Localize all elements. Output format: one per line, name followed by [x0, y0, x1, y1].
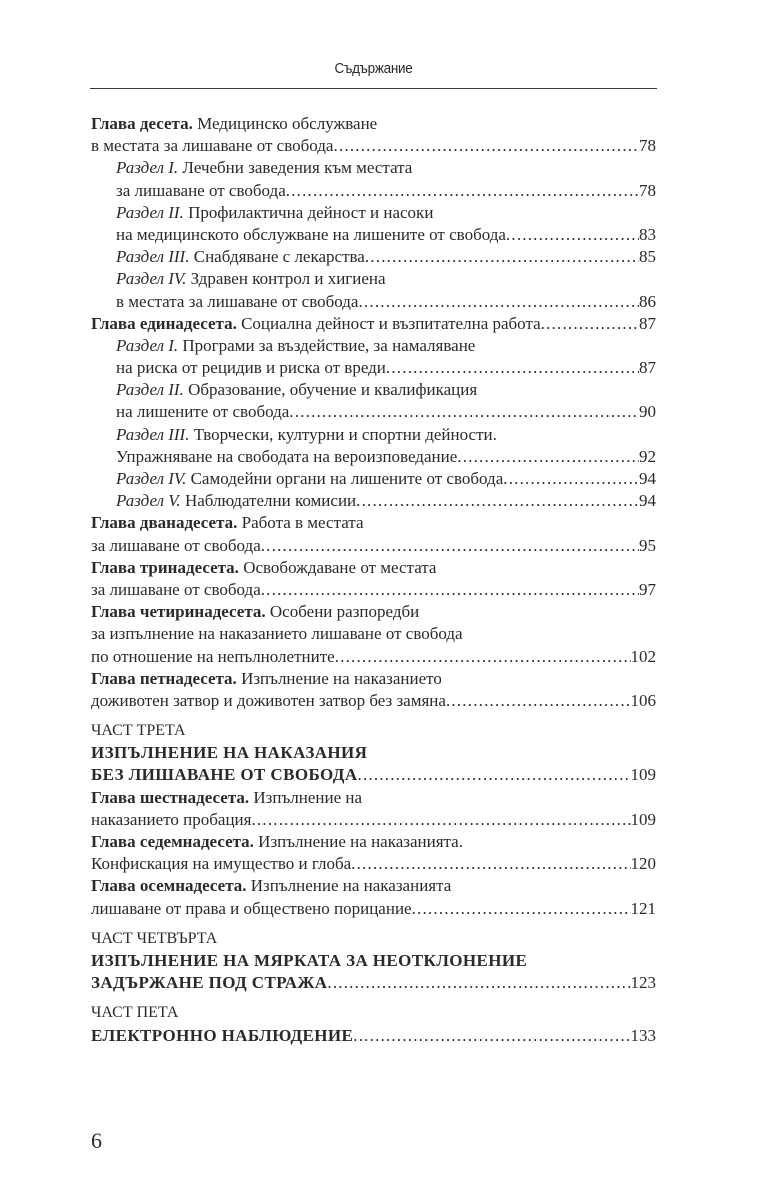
entry-text	[91, 113, 377, 135]
entry-line: Работа в местата	[241, 513, 364, 533]
entry-text	[91, 690, 446, 712]
toc-entry-part[interactable]	[91, 720, 656, 787]
entry-line: Изпълнение на наказанията	[250, 876, 452, 896]
entry-line: Медицинско обслужване	[197, 114, 378, 133]
entry-line: по отношение на непълнолетните	[91, 646, 335, 666]
dot-leader	[457, 446, 639, 468]
dot-leader	[446, 690, 631, 712]
entry-line: за лишаване от свобода	[91, 579, 261, 599]
toc-entry-section[interactable]	[91, 424, 656, 468]
entry-line: Наблюдателни комисии	[184, 491, 357, 511]
entry-text	[91, 579, 261, 601]
toc-entry-chapter[interactable]	[91, 512, 656, 556]
toc-entry-chapter[interactable]	[91, 668, 656, 712]
chapter-label: Глава тринадесета.	[91, 557, 239, 577]
page-ref: 94	[639, 491, 656, 511]
part-label: ЧАСТ ЧЕТВЪРТА	[91, 929, 218, 947]
entry-text	[116, 291, 358, 313]
toc-entry-section[interactable]	[91, 246, 656, 268]
section-label: Раздел IV.	[116, 269, 187, 289]
dot-leader	[327, 972, 630, 994]
chapter-label: Глава четиринадесета.	[91, 602, 266, 622]
toc-entry-section[interactable]	[91, 379, 656, 423]
entry-line: Конфискация на имущество и глоба	[91, 854, 352, 874]
entry-line: Образование, обучение и квалификация	[188, 380, 478, 400]
page-ref: 109	[630, 765, 656, 785]
entry-line: на медицинското обслужване на лишените от свобода	[116, 224, 506, 244]
entry-line: за лишаване от свобода	[91, 535, 261, 555]
entry-line: Социална дейност и възпитателна работа	[241, 313, 541, 333]
toc-entry-section[interactable]	[91, 157, 656, 201]
entry-text	[116, 424, 497, 446]
entry-line: Програми за въздействие, за намаляване	[182, 335, 476, 355]
toc-entry-chapter[interactable]	[91, 787, 656, 831]
entry-line: БЕЗ ЛИШАВАНЕ ОТ СВОБОДА	[91, 765, 358, 785]
page-ref: 87	[639, 313, 656, 333]
entry-line: Освобождаване от местата	[243, 557, 437, 577]
section-label: Раздел I.	[116, 335, 179, 355]
page-ref: 83	[639, 224, 656, 244]
part-label: ЧАСТ ТРЕТА	[91, 722, 186, 740]
running-header: Съдържание	[334, 60, 413, 77]
section-label: Раздел I.	[116, 158, 179, 178]
toc-entry-section[interactable]	[91, 202, 656, 246]
dot-leader	[412, 898, 631, 920]
dot-leader	[503, 468, 639, 490]
entry-text	[91, 623, 463, 645]
table-of-contents	[91, 113, 656, 1047]
page-number: 6	[91, 1128, 102, 1153]
entry-text	[116, 224, 506, 246]
entry-line: ЕЛЕКТРОННО НАБЛЮДЕНИЕ	[91, 1025, 354, 1045]
chapter-label: Глава десета.	[91, 114, 193, 133]
entry-line: на риска от рецидив и риска от вреди	[116, 358, 386, 378]
entry-line: за лишаване от свобода	[116, 180, 286, 200]
section-label: Раздел V.	[116, 491, 181, 511]
page-ref: 106	[630, 690, 656, 710]
toc-entry-chapter[interactable]	[91, 875, 656, 919]
entry-line: Изпълнение на	[253, 787, 363, 807]
toc-entry-section[interactable]	[91, 490, 656, 512]
dot-leader	[358, 764, 631, 786]
entry-line: ИЗПЪЛНЕНИЕ НА МЯРКАТА ЗА НЕОТКЛОНЕНИЕ	[91, 950, 528, 970]
section-label: Раздел II.	[116, 202, 184, 222]
section-label: Раздел IV.	[116, 469, 187, 488]
section-label: Раздел II.	[116, 380, 184, 400]
page-ref: 102	[630, 646, 656, 666]
header-rule	[90, 88, 657, 89]
dot-leader	[541, 313, 639, 335]
entry-line: за изпълнение на наказанието лишаване от свобода	[91, 624, 463, 644]
toc-entry-chapter[interactable]	[91, 113, 656, 157]
entry-line: Творчески, културни и спортни дейности.	[193, 424, 497, 444]
dot-leader	[335, 646, 631, 668]
page-ref: 78	[639, 180, 656, 200]
entry-text	[116, 180, 286, 202]
entry-text	[116, 490, 356, 512]
entry-line: Изпълнение на наказанието	[241, 668, 442, 688]
dot-leader	[386, 357, 639, 379]
toc-entry-section[interactable]	[91, 268, 656, 312]
dot-leader	[353, 1025, 630, 1047]
entry-text	[116, 335, 475, 357]
chapter-label: Глава петнадесета.	[91, 668, 237, 688]
entry-line: Здравен контрол и хигиена	[190, 269, 386, 289]
entry-line: лишаване от права и обществено порицание	[91, 898, 412, 918]
dot-leader	[289, 401, 639, 423]
entry-text	[91, 512, 364, 534]
page-ref: 92	[639, 446, 656, 466]
dot-leader	[261, 579, 639, 601]
entry-line: ЗАДЪРЖАНЕ ПОД СТРАЖА	[91, 973, 328, 993]
entry-text	[91, 1025, 353, 1047]
entry-line: Упражняване на свободата на вероизповедание	[116, 446, 458, 466]
dot-leader	[506, 224, 639, 246]
dot-leader	[261, 535, 639, 557]
page-ref: 109	[630, 809, 656, 829]
page-ref: 123	[630, 973, 656, 993]
entry-text	[91, 535, 261, 557]
entry-text	[91, 601, 419, 623]
chapter-label: Глава шестнадесета.	[91, 787, 250, 807]
entry-text	[116, 401, 289, 423]
dot-leader	[356, 490, 639, 512]
entry-text	[91, 668, 442, 690]
page-ref: 121	[630, 898, 656, 918]
toc-entry-chapter[interactable]	[91, 313, 656, 335]
page-ref: 90	[639, 402, 656, 422]
entry-text	[91, 898, 412, 920]
toc-entry-section[interactable]	[91, 468, 656, 490]
entry-text	[91, 646, 335, 668]
dot-leader	[351, 853, 630, 875]
entry-text	[91, 742, 367, 764]
entry-line: доживотен затвор и доживотен затвор без замяна	[91, 690, 446, 710]
page-ref: 87	[639, 358, 656, 378]
entry-line: Особени разпоредби	[269, 602, 420, 622]
page-ref: 94	[639, 469, 656, 488]
dot-leader	[251, 809, 630, 831]
entry-line: на лишените от свобода	[116, 402, 290, 422]
page-ref: 120	[630, 854, 656, 874]
page-ref: 85	[639, 247, 656, 267]
chapter-label: Глава единадесета.	[91, 313, 237, 333]
chapter-label: Глава дванадесета.	[91, 513, 238, 533]
entry-line: наказанието пробация	[91, 809, 252, 829]
page-ref: 95	[639, 535, 656, 555]
dot-leader	[358, 291, 639, 313]
chapter-label: Глава осемнадесета.	[91, 876, 247, 896]
dot-leader	[365, 246, 639, 268]
entry-line: в местата за лишаване от свобода	[116, 291, 359, 311]
entry-line: в местата за лишаване от свобода	[91, 136, 334, 156]
entry-text	[91, 831, 463, 853]
toc-entry-chapter[interactable]	[91, 831, 656, 875]
page-ref: 133	[630, 1025, 656, 1045]
entry-text	[116, 379, 477, 401]
entry-text	[91, 950, 527, 972]
entry-text	[116, 157, 412, 179]
entry-text	[91, 972, 327, 994]
entry-text	[116, 357, 386, 379]
entry-line: ИЗПЪЛНЕНИЕ НА НАКАЗАНИЯ	[91, 743, 368, 763]
entry-text	[116, 246, 365, 268]
toc-entry-chapter[interactable]	[91, 601, 656, 668]
entry-text	[91, 313, 541, 335]
dot-leader	[333, 135, 639, 157]
entry-text	[91, 787, 362, 809]
entry-text	[91, 875, 451, 897]
toc-entry-part[interactable]	[91, 928, 656, 995]
chapter-label: Глава седемнадесета.	[91, 832, 254, 851]
toc-entry-chapter[interactable]	[91, 557, 656, 601]
entry-text	[91, 764, 358, 786]
entry-line: Самодейни органи на лишените от свобода	[190, 469, 504, 488]
dot-leader	[286, 180, 639, 202]
entry-text	[116, 202, 433, 224]
entry-text	[91, 135, 333, 157]
part-label: ЧАСТ ПЕТА	[91, 1004, 179, 1022]
entry-line: Профилактична дейност и насоки	[188, 202, 434, 222]
entry-text	[91, 809, 251, 831]
page-ref: 86	[639, 291, 656, 311]
toc-entry-part[interactable]	[91, 1002, 656, 1046]
entry-text	[116, 468, 503, 490]
entry-line: Снабдяване с лекарства	[193, 247, 365, 267]
entry-text	[116, 446, 457, 468]
page-ref: 78	[639, 136, 656, 156]
entry-text	[91, 853, 351, 875]
section-label: Раздел III.	[116, 424, 190, 444]
entry-line: Изпълнение на наказанията.	[258, 832, 463, 851]
page-ref: 97	[639, 579, 656, 599]
entry-text	[116, 268, 386, 290]
entry-line: Лечебни заведения към местата	[182, 158, 413, 178]
section-label: Раздел III.	[116, 247, 190, 267]
toc-entry-section[interactable]	[91, 335, 656, 379]
entry-text	[91, 557, 436, 579]
